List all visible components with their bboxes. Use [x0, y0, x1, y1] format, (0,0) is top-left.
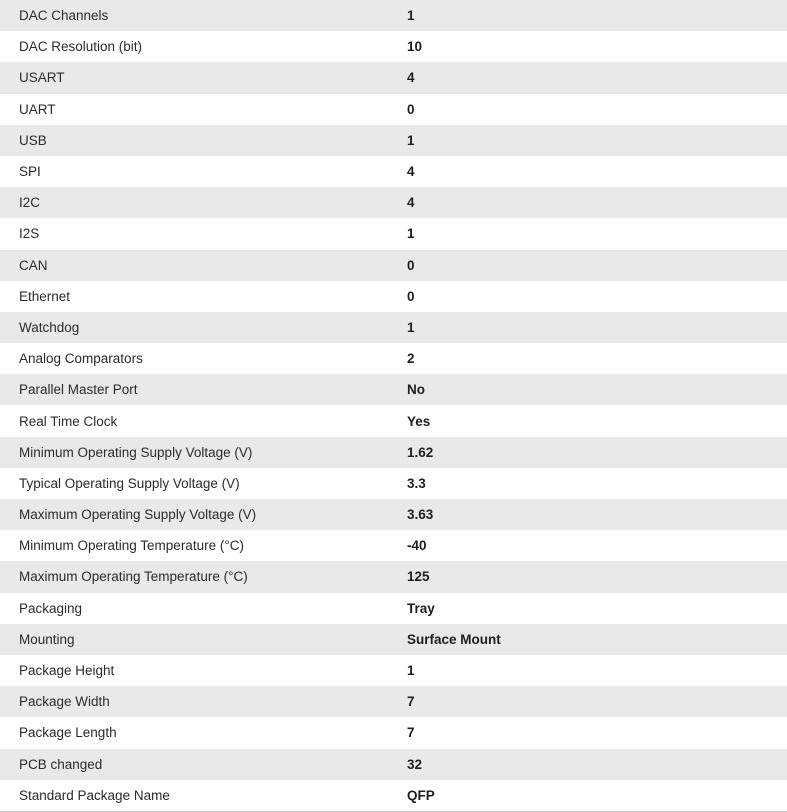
spec-label: DAC Resolution (bit)	[19, 39, 143, 55]
spec-label: Parallel Master Port	[19, 382, 138, 398]
spec-row	[0, 31, 787, 62]
spec-row	[0, 405, 787, 436]
spec-label: Typical Operating Supply Voltage (V)	[19, 475, 240, 491]
spec-row	[0, 530, 787, 561]
spec-value: 7	[407, 694, 415, 710]
spec-label: Mounting	[19, 631, 75, 647]
spec-label: USB	[19, 132, 47, 148]
spec-label: UART	[19, 101, 56, 117]
spec-value: 4	[407, 164, 415, 180]
spec-row	[0, 749, 787, 780]
spec-label: SPI	[19, 164, 41, 180]
spec-label: Standard Package Name	[19, 787, 170, 803]
spec-value: 1	[407, 8, 415, 24]
spec-value: Tray	[407, 600, 435, 616]
spec-value: No	[407, 382, 425, 398]
spec-value: 1	[407, 132, 415, 148]
spec-value: 1.62	[407, 444, 434, 460]
spec-label: USART	[19, 70, 65, 86]
spec-row	[0, 187, 787, 218]
spec-row	[0, 624, 787, 655]
spec-row	[0, 561, 787, 592]
spec-row	[0, 343, 787, 374]
spec-row	[0, 374, 787, 405]
spec-label: Package Height	[19, 663, 115, 679]
spec-label: Maximum Operating Supply Voltage (V)	[19, 507, 257, 523]
spec-value: 2	[407, 351, 415, 367]
spec-value: 1	[407, 663, 415, 679]
spec-row	[0, 281, 787, 312]
spec-value: Surface Mount	[407, 631, 501, 647]
spec-label: Package Length	[19, 725, 117, 741]
spec-value: 1	[407, 319, 415, 335]
spec-value: 3.63	[407, 507, 434, 523]
spec-label: I2S	[19, 226, 40, 242]
spec-label: I2C	[19, 195, 41, 211]
spec-value: 7	[407, 725, 415, 741]
spec-label: Ethernet	[19, 288, 71, 304]
spec-row	[0, 94, 787, 125]
spec-label: Package Width	[19, 694, 110, 710]
spec-value: 10	[407, 39, 423, 55]
spec-label: Minimum Operating Supply Voltage (V)	[19, 444, 253, 460]
spec-value: 32	[407, 756, 423, 772]
spec-row	[0, 250, 787, 281]
spec-row	[0, 686, 787, 717]
spec-row	[0, 156, 787, 187]
spec-row	[0, 0, 787, 31]
spec-value: 0	[407, 257, 415, 273]
spec-row	[0, 780, 787, 811]
spec-label: Maximum Operating Temperature (°C)	[19, 569, 248, 585]
spec-row	[0, 468, 787, 499]
spec-label: Minimum Operating Temperature (°C)	[19, 538, 244, 554]
spec-row	[0, 717, 787, 748]
spec-label: DAC Channels	[19, 8, 109, 24]
spec-row	[0, 655, 787, 686]
spec-value: 0	[407, 101, 415, 117]
spec-row	[0, 125, 787, 156]
spec-label: CAN	[19, 257, 48, 273]
spec-label: Packaging	[19, 600, 83, 616]
spec-value: 3.3	[407, 475, 426, 491]
spec-value: QFP	[407, 787, 435, 803]
spec-row	[0, 437, 787, 468]
spec-value: Yes	[407, 413, 431, 429]
spec-value: -40	[407, 538, 427, 554]
spec-label: PCB changed	[19, 756, 103, 772]
spec-value: 4	[407, 70, 415, 86]
spec-row	[0, 593, 787, 624]
spec-row	[0, 62, 787, 93]
spec-row	[0, 218, 787, 249]
spec-value: 4	[407, 195, 415, 211]
spec-value: 1	[407, 226, 415, 242]
spec-row	[0, 499, 787, 530]
spec-value: 125	[407, 569, 430, 585]
spec-label: Analog Comparators	[19, 351, 143, 367]
spec-label: Real Time Clock	[19, 413, 118, 429]
spec-row	[0, 312, 787, 343]
spec-label: Watchdog	[19, 319, 80, 335]
spec-value: 0	[407, 288, 415, 304]
